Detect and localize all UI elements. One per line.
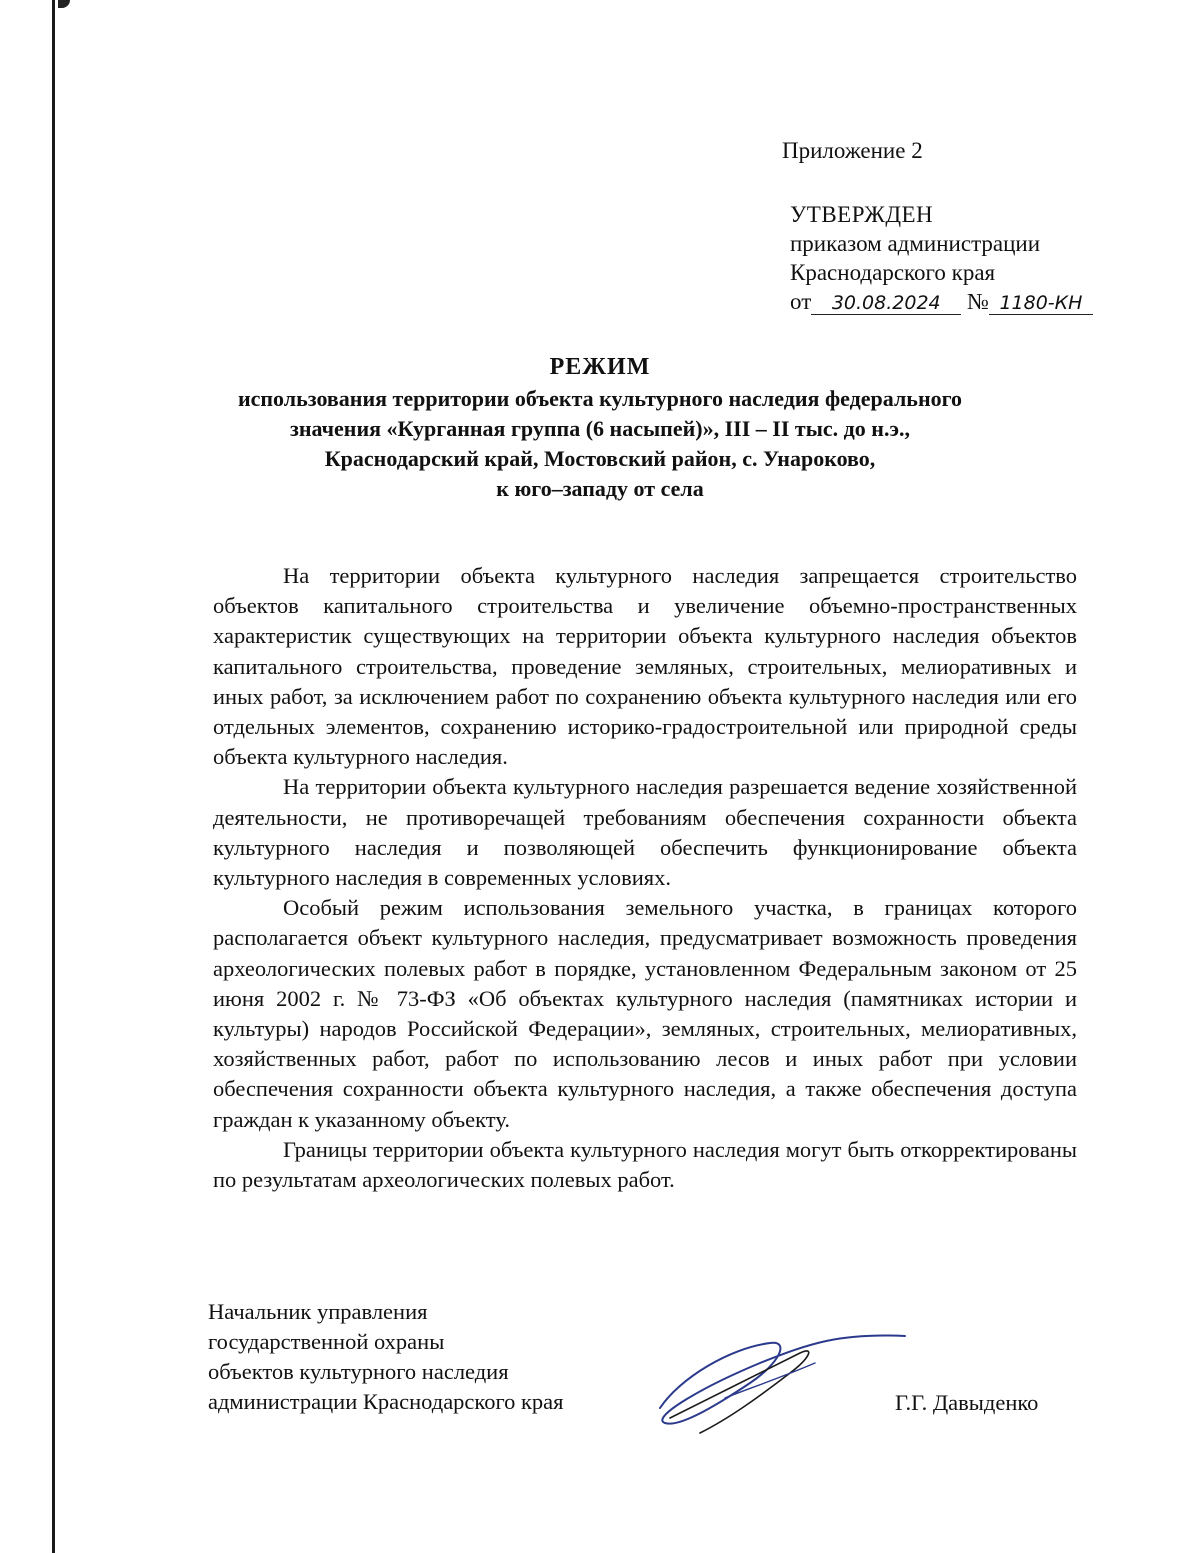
order-date: 30.08.2024 xyxy=(811,292,961,315)
signature-block xyxy=(208,1297,564,1417)
title-line-4: к юго–западу от села xyxy=(496,476,704,501)
signer-name: Г.Г. Давыденко xyxy=(895,1390,1039,1415)
title-main: РЕЖИМ xyxy=(549,354,651,380)
signer-position-line-1: Начальник управления xyxy=(208,1299,428,1324)
scan-edge-line xyxy=(52,0,55,1553)
paragraph-special-regime: Особый режим использования земельного участка, в границах которого располагается объект культурного наследия, предусматривает возможность проведения археологических полевых работ в порядке, установленном Федеральным законом от 25 июня 2002 г. № 73-ФЗ «Об объектах культурного наследия (памятниках истории и культуры) народов Российской Федерации», земляных, строительных, мелиоративных, хозяйственных работ, работ по использованию лесов и иных работ при условии обеспечения сохранности объекта культурного наследия, а также обеспечения доступа граждан к указанному объекту. xyxy=(213,895,1077,1132)
title-line-2: значения «Курганная группа (6 насыпей)», III – II тыс. до н.э., xyxy=(290,416,910,441)
signer-position-line-3: объектов культурного наследия xyxy=(208,1359,509,1384)
approval-date-line xyxy=(790,287,1093,316)
paragraph-boundaries: Границы территории объекта культурного наследия могут быть откорректированы по результатам археологических полевых работ. xyxy=(213,1136,1077,1193)
annex-label: Приложение 2 xyxy=(782,138,923,163)
number-prefix: № xyxy=(967,289,989,314)
order-number: 1180-КН xyxy=(989,292,1093,315)
document-title xyxy=(200,352,1000,504)
approval-lines xyxy=(790,200,1093,316)
approved-label: УТВЕРЖДЕН xyxy=(790,202,934,227)
handwritten-signature xyxy=(640,1318,910,1448)
paragraph-permitted-activity: На территории объекта культурного наследия разрешается ведение хозяйственной деятельности, не противоречащей требованиям обеспечения сохранности объекта культурного наследия и позволяющей обеспечить функционирование объекта культурного наследия в современных условиях. xyxy=(213,774,1077,891)
paragraph-prohibitions: На территории объекта культурного наследия запрещается строительство объектов капитального строительства и увеличение объемно-пространственных характеристик существующих на территории объекта культурного наследия объектов капитального строительства, проведение земляных, строительных, мелиоративных и иных работ, за исключением работ по сохранению объекта культурного наследия или его отдельных элементов, сохранению историко-градостроительной или природной среды объекта культурного наследия. xyxy=(213,563,1077,770)
signer-position-line-4: администрации Краснодарского края xyxy=(208,1389,564,1414)
approval-block xyxy=(782,136,1093,316)
title-line-3: Краснодарский край, Мостовский район, с. Унароково, xyxy=(324,446,876,471)
approval-line-2: Краснодарского края xyxy=(790,260,996,285)
signer-position-line-2: государственной охраны xyxy=(208,1329,445,1354)
date-prefix: от xyxy=(790,289,812,314)
document-body xyxy=(213,561,1077,1195)
approval-line-1: приказом администрации xyxy=(790,231,1041,256)
title-line-1: использования территории объекта культурного наследия федерального xyxy=(237,386,963,411)
scan-corner-mark xyxy=(58,0,70,8)
